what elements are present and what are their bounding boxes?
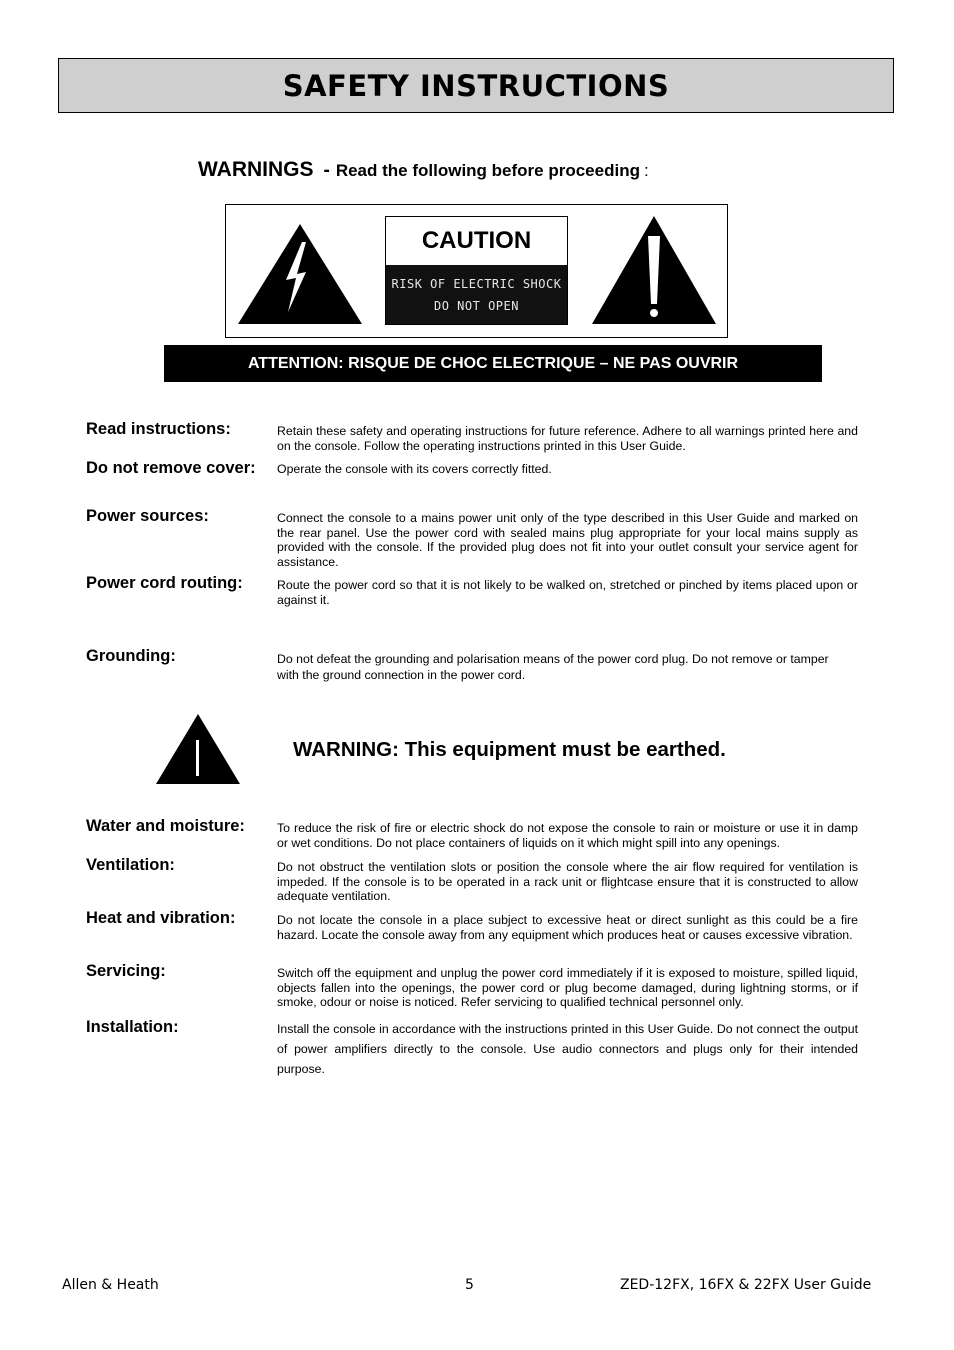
attention-banner: ATTENTION: RISQUE DE CHOC ELECTRIQUE – NE PAS OUVRIR <box>164 345 822 382</box>
item-text-installation: Install the console in accordance with the instructions printed in this User Guide. Do not connect the output of power amplifiers directly to the console. Use audio connectors and plugs only for their intended purpose. <box>277 1022 858 1076</box>
page-number: 5 <box>465 1277 474 1293</box>
earth-warning-icon <box>154 712 242 786</box>
item-label-ventilation: Ventilation: <box>86 856 175 874</box>
item-label-heat-and-vibration: Heat and vibration: <box>86 909 236 927</box>
warnings-heading <box>198 158 649 182</box>
caution-subtext <box>386 265 567 324</box>
item-text-ventilation: Do not obstruct the ventilation slots or position the console where the air flow required for ventilation is impeded. If the console is to be operated in a rack unit or flightcase ensure that it is constructed to allow adequate ventilation. <box>277 860 858 903</box>
caution-title: CAUTION <box>386 217 567 265</box>
item-text-read-instructions: Retain these safety and operating instructions for future reference. Adhere to all warnings printed here and on the console. Follow the operating instructions printed in this User Guide. <box>277 424 858 453</box>
exclamation-warning-icon <box>590 214 718 326</box>
caution-line-1: RISK OF ELECTRIC SHOCK <box>391 276 562 291</box>
warnings-subtitle: Read the following before proceeding <box>335 161 640 180</box>
warnings-word: WARNINGS <box>198 158 314 181</box>
warnings-colon: : <box>643 161 649 180</box>
caution-label <box>385 216 568 325</box>
item-label-read-instructions: Read instructions: <box>86 420 231 438</box>
item-label-installation: Installation: <box>86 1018 179 1036</box>
footer-right: ZED-12FX, 16FX & 22FX User Guide <box>620 1277 872 1293</box>
item-label-do-not-remove-cover: Do not remove cover: <box>86 459 256 477</box>
earth-warning-text: WARNING: This equipment must be earthed. <box>293 738 726 761</box>
item-label-water-and-moisture: Water and moisture: <box>86 817 245 835</box>
title-bar <box>58 58 894 113</box>
lightning-warning-icon <box>236 222 364 326</box>
item-label-power-sources: Power sources: <box>86 507 209 525</box>
item-label-grounding: Grounding: <box>86 647 176 665</box>
item-text-heat-and-vibration: Do not locate the console in a place subject to excessive heat or direct sunlight as this could be a fire hazard. Locate the console away from any equipment which produces heat or causes excessive vibration. <box>277 913 858 942</box>
caution-line-2: DO NOT OPEN <box>434 298 519 313</box>
item-text-do-not-remove-cover: Operate the console with its covers correctly fitted. <box>277 462 552 476</box>
item-label-power-cord-routing: Power cord routing: <box>86 574 243 592</box>
item-text-grounding: Do not defeat the grounding and polarisation means of the power cord plug. Do not remove or tamper with the ground connection in the power cord. <box>277 652 829 682</box>
footer-left: Allen & Heath <box>62 1277 159 1293</box>
page-title: SAFETY INSTRUCTIONS <box>282 68 670 103</box>
item-label-servicing: Servicing: <box>86 962 166 980</box>
item-text-servicing: Switch off the equipment and unplug the power cord immediately if it is exposed to moisture, spilled liquid, objects fallen into the openings, the power cord or plug become damaged, during lightning storms, or if smoke, odour or noise is noticed. Refer servicing to qualified technical personnel only. <box>277 966 858 1009</box>
item-text-water-and-moisture: To reduce the risk of fire or electric shock do not expose the console to rain or moisture or use it in damp or wet conditions. Do not place containers of liquids on it which might spill into any openings. <box>277 821 858 850</box>
item-text-power-cord-routing: Route the power cord so that it is not likely to be walked on, stretched or pinched by items placed upon or against it. <box>277 578 858 607</box>
item-text-power-sources: Connect the console to a mains power unit only of the type described in this User Guide and marked on the rear panel. Use the power cord with sealed mains plug appropriate for your local mains supply as provided with the console. If the provided plug does not fit into your outlet consult your service agent for assistance. <box>277 511 858 569</box>
warnings-dash: - <box>323 160 330 181</box>
